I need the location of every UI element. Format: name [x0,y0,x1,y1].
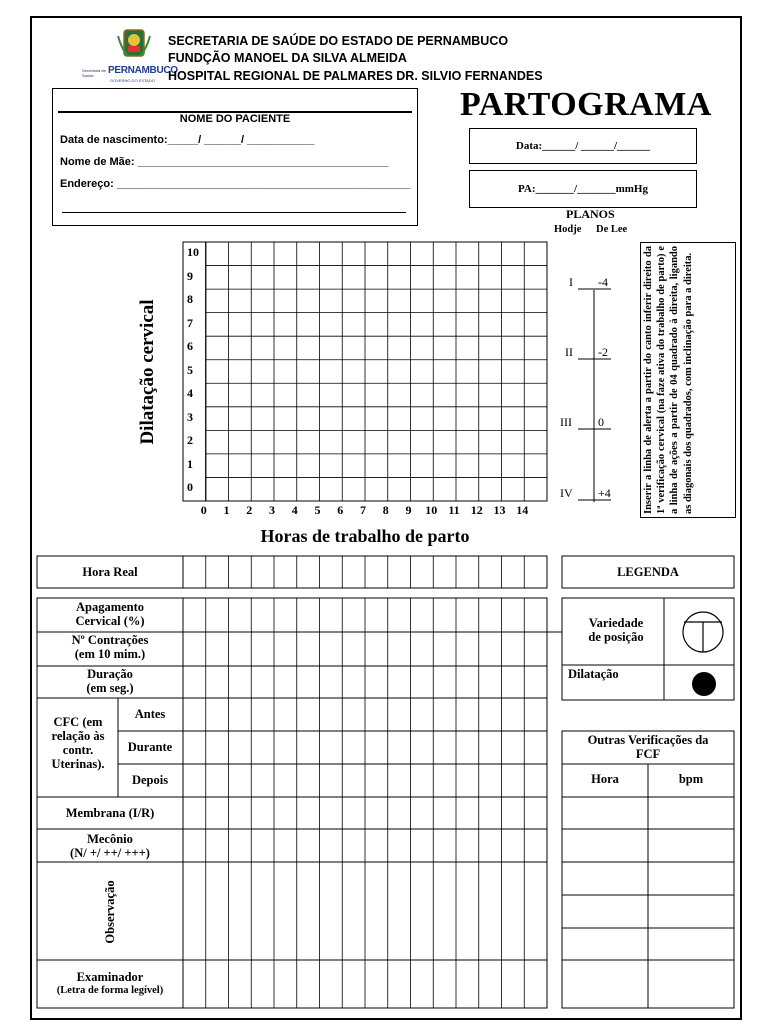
x-tick-label: 3 [269,503,275,517]
planes-hodje-header: Hodje [554,224,582,235]
address-field[interactable]: Endereço: ________________________________________________ [60,178,411,190]
x-tick-label: 11 [448,503,460,517]
y-tick-label: 5 [187,362,193,377]
patient-name-label: NOME DO PACIENTE [179,113,291,125]
plane-hodje-label: I [569,275,573,289]
contracoes-line1: Nº Contrações [71,633,149,647]
y-tick-label: 10 [187,245,199,259]
header-fundacao: FUNDÇÃO MANOEL DA SILVA ALMEIDA [168,51,407,65]
cfc-line2: relação às [51,729,105,743]
fcf-title [562,733,734,761]
x-tick-label: 1 [223,503,230,517]
instruction-text: Inserir a linha de alerta a partir do canto inferir direito da 1ª verificação cervical (na faze ativa do trabalho de parto) e a linha de ações a partir de 04 quadrado à direita, ligando as diagonais dos quadrados, com inclinação para a direita. [643,246,694,514]
x-tick-label: 12 [470,503,483,517]
header-hospital: HOSPITAL REGIONAL DE PALMARES DR. SILVIO FERNANDES [168,69,543,83]
depois-label: Depois [131,773,169,787]
plane-delee-label: -2 [598,345,608,359]
fcf-title-line2: FCF [635,747,661,761]
meconio-line2: (N/ +/ ++/ +++) [70,846,150,860]
y-tick-label: 4 [187,386,193,401]
birth-date-field[interactable]: Data de nascimento:_____/ ______/ ___________ [60,134,315,146]
y-tick-label: 2 [187,433,193,448]
y-tick-label: 3 [187,409,193,424]
meconio-line1: Mecônio [87,832,133,846]
x-tick-label: 4 [291,503,298,517]
y-tick-label: 8 [187,292,193,307]
duracao-line2: (em seg.) [86,681,134,695]
x-tick-label: 8 [382,503,389,517]
x-tick-label: 0 [200,503,207,517]
graph-ylabel: Dilatação cervical [137,299,158,445]
membrana-label: Membrana (I/R) [65,806,155,820]
durante-label: Durante [127,740,173,754]
mother-name-field[interactable]: Nome de Mãe: _________________________________________ [60,156,389,168]
position-variety-icon [683,612,723,652]
pa-field[interactable]: PA:_______/_______mmHg [469,170,697,208]
logo-brand: PERNAMBUCO [108,65,178,76]
fcf-title-line1: Outras Verificações da [587,733,709,747]
header-secretaria: SECRETARIA DE SAÚDE DO ESTADO DE PERNAMBUCO [168,34,509,48]
x-tick-label: 9 [405,503,412,517]
y-tick-label: 0 [187,480,193,495]
plane-delee-label: 0 [598,415,604,429]
y-tick-label: 1 [187,456,193,471]
plane-delee-label: +4 [598,486,611,500]
plane-hodje-label: III [560,415,572,429]
hora-real-label: Hora Real [82,565,138,579]
planes-delee-header: De Lee [596,224,628,235]
plane-hodje-label: II [565,345,573,359]
cfc-line3: contr. [62,743,94,757]
graph-xlabel: Horas de trabalho de parto [260,526,470,546]
apagamento-line2: Cervical (%) [75,614,145,628]
date-field[interactable]: Data:______/ ______/______ [469,128,697,164]
contracoes-line2: (em 10 mim.) [74,647,146,661]
legend-dilatacao: Dilatação [568,667,619,681]
logo-tagline: GOVERNO DO ESTADO [110,78,155,83]
x-tick-label: 14 [516,503,529,517]
plane-delee-label: -4 [598,275,608,289]
duracao-line1: Duração [87,667,133,681]
x-tick-label: 10 [425,503,438,517]
observacao-label: Observação [103,880,117,944]
page-title: PARTOGRAMA [460,86,712,123]
variedade-line2: de posição [588,630,644,644]
logo-secretaria: Secretaria de Saúde [82,68,106,78]
x-tick-label: 5 [314,503,321,517]
plane-hodje-label: IV [560,486,573,500]
y-tick-label: 7 [187,315,193,330]
x-tick-label: 2 [246,503,253,517]
cfc-line1: CFC (em [53,715,103,729]
variedade-line1: Variedade [588,616,644,630]
antes-label: Antes [134,707,166,721]
bottom-signature-line[interactable] [150,1018,620,1019]
fcf-hora-header: Hora [591,772,619,786]
dilatation-dot-icon [692,672,716,696]
x-tick-label: 7 [360,503,366,517]
y-tick-label: 9 [187,268,193,283]
examinador-line1: Examinador [76,970,144,984]
x-tick-label: 13 [493,503,506,517]
legend-title: LEGENDA [617,565,679,579]
y-tick-label: 6 [187,339,193,354]
cfc-line4: Uterinas). [51,757,105,771]
examinador-line2: (Letra de forma legível) [56,985,164,996]
x-tick-label: 6 [337,503,344,517]
fcf-bpm-header: bpm [678,772,704,786]
planes-title: PLANOS [566,207,615,221]
apagamento-line1: Apagamento [75,600,145,614]
